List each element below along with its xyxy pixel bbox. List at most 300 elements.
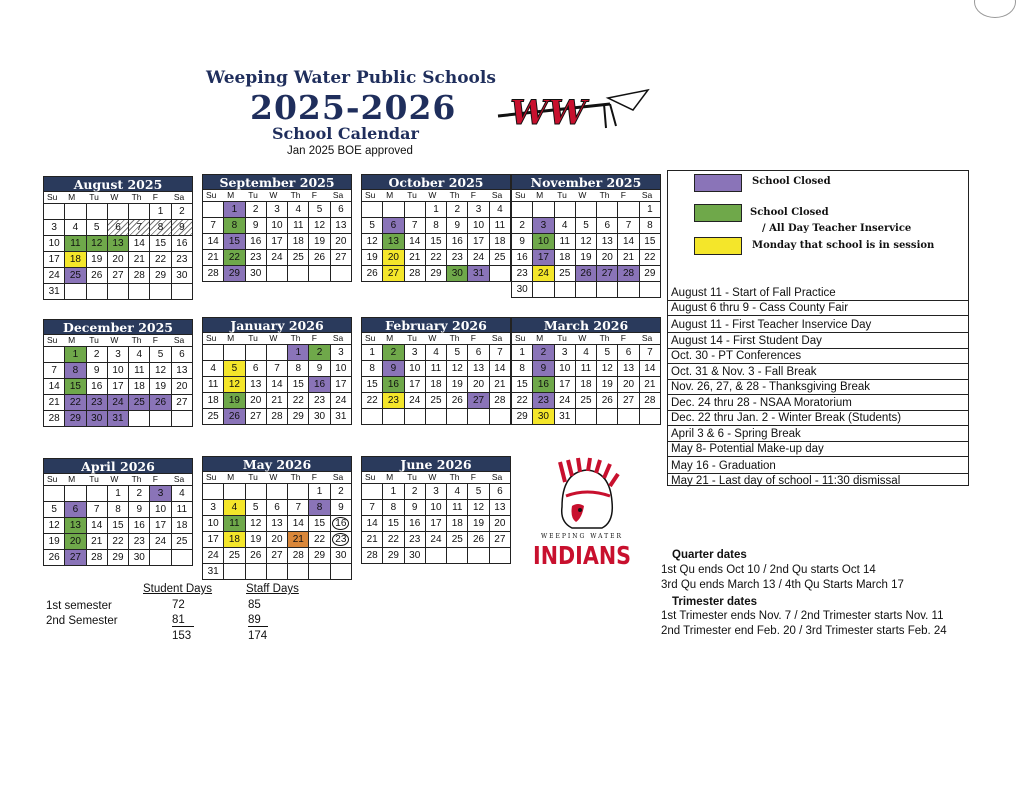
day-cell: 1 <box>108 486 129 502</box>
month-calendar <box>202 174 352 282</box>
day-cell: 8 <box>288 361 309 377</box>
empty-cell <box>288 564 309 580</box>
day-cell: 9 <box>447 218 468 234</box>
day-cell: 9 <box>246 218 267 234</box>
day-cell: 30 <box>512 282 533 298</box>
empty-cell <box>490 266 511 282</box>
empty-cell <box>309 266 330 282</box>
day-cell: 7 <box>362 500 383 516</box>
day-cell: 10 <box>405 361 426 377</box>
day-cell: 1 <box>65 347 86 363</box>
weekday-label: Th <box>131 474 142 484</box>
day-cell: 10 <box>555 361 576 377</box>
day-grid <box>202 344 352 425</box>
day-cell: 22 <box>512 393 533 409</box>
school-name: Weeping Water Public Schools <box>206 68 496 88</box>
day-cell: 7 <box>490 345 511 361</box>
calendar-title: School Calendar <box>272 124 419 143</box>
day-cell: 28 <box>267 409 288 425</box>
day-cell: 20 <box>618 377 639 393</box>
weekday-label: M <box>386 333 394 343</box>
month-calendar <box>202 456 352 580</box>
empty-cell <box>362 409 383 425</box>
day-cell: 7 <box>203 218 224 234</box>
day-cell: 26 <box>246 548 267 564</box>
day-cell: 3 <box>555 345 576 361</box>
weekday-label: W <box>269 333 278 343</box>
day-cell: 21 <box>618 250 639 266</box>
day-cell: 31 <box>468 266 489 282</box>
event-item: May 21 - Last day of school - 11:30 dismissal <box>671 475 901 487</box>
legend-closed-inservice-2: / All Day Teacher Inservice <box>762 223 912 234</box>
day-cell: 1 <box>640 202 661 218</box>
day-cell: 3 <box>150 486 171 502</box>
weekday-label: F <box>311 190 317 200</box>
weekday-label: Th <box>290 472 301 482</box>
day-cell: 5 <box>246 500 267 516</box>
day-cell: 10 <box>108 363 129 379</box>
day-cell: 3 <box>331 345 352 361</box>
day-cell: 8 <box>362 361 383 377</box>
day-cell: 11 <box>576 361 597 377</box>
day-cell: 22 <box>309 532 330 548</box>
day-cell: 16 <box>246 234 267 250</box>
day-cell: 4 <box>203 361 224 377</box>
day-cell: 21 <box>203 250 224 266</box>
weekday-label: Tu <box>89 474 99 484</box>
day-cell: 25 <box>203 409 224 425</box>
day-cell: 4 <box>129 347 150 363</box>
empty-cell <box>224 484 245 500</box>
day-cell: 4 <box>288 202 309 218</box>
weekday-label: W <box>269 190 278 200</box>
empty-cell <box>576 282 597 298</box>
day-cell: 27 <box>267 548 288 564</box>
weekday-header <box>202 333 352 344</box>
day-cell: 30 <box>172 268 193 284</box>
weekday-label: Sa <box>641 190 653 200</box>
empty-cell <box>362 202 383 218</box>
day-cell: 29 <box>65 411 86 427</box>
empty-cell <box>224 345 245 361</box>
empty-cell <box>172 284 193 300</box>
day-cell: 12 <box>309 218 330 234</box>
day-cell: 29 <box>108 550 129 566</box>
empty-cell <box>640 409 661 425</box>
day-cell: 3 <box>108 347 129 363</box>
day-cell: 3 <box>267 202 288 218</box>
day-cell: 14 <box>288 516 309 532</box>
day-cell: 13 <box>490 500 511 516</box>
day-cell: 30 <box>309 409 330 425</box>
day-cell: 12 <box>576 234 597 250</box>
weekday-label: Sa <box>173 335 185 345</box>
day-cell: 9 <box>87 363 108 379</box>
day-cell: 29 <box>640 266 661 282</box>
day-cell: 18 <box>203 393 224 409</box>
event-item: May 16 - Graduation <box>668 459 968 474</box>
day-cell: 10 <box>426 500 447 516</box>
day-cell: 28 <box>640 393 661 409</box>
month-title: September 2025 <box>202 174 352 190</box>
weekday-label: Th <box>449 333 460 343</box>
day-cell: 11 <box>447 500 468 516</box>
empty-cell <box>224 564 245 580</box>
day-cell: 28 <box>44 411 65 427</box>
day-cell: 10 <box>150 502 171 518</box>
day-cell: 11 <box>65 236 86 252</box>
day-cell: 8 <box>640 218 661 234</box>
day-cell: 20 <box>108 252 129 268</box>
day-cell: 11 <box>555 234 576 250</box>
day-cell: 11 <box>203 377 224 393</box>
weekday-label: Sa <box>332 472 344 482</box>
day-cell: 14 <box>362 516 383 532</box>
day-cell: 27 <box>108 268 129 284</box>
day-cell: 6 <box>597 218 618 234</box>
day-cell: 13 <box>331 218 352 234</box>
student-days-heading: Student Days <box>143 583 213 595</box>
day-cell: 12 <box>468 500 489 516</box>
weekday-label: Su <box>515 190 526 200</box>
weekday-label: Th <box>131 192 142 202</box>
day-cell: 3 <box>203 500 224 516</box>
weekday-label: Tu <box>248 190 258 200</box>
day-cell: 28 <box>618 266 639 282</box>
weekday-label: Tu <box>557 190 567 200</box>
weekday-label: Th <box>449 472 460 482</box>
day-cell: 8 <box>426 218 447 234</box>
day-cell: 14 <box>640 361 661 377</box>
empty-cell <box>65 284 86 300</box>
day-cell: 14 <box>129 236 150 252</box>
trimester-line-1: 1st Trimester ends Nov. 7 / 2nd Trimester starts Nov. 11 <box>661 610 944 622</box>
day-cell: 12 <box>150 363 171 379</box>
month-title: November 2025 <box>511 174 661 190</box>
empty-cell <box>246 564 267 580</box>
day-cell: 1 <box>426 202 447 218</box>
weekday-label: F <box>311 333 317 343</box>
month-title: August 2025 <box>43 176 193 192</box>
event-item: Nov. 26, 27, & 28 - Thanksgiving Break <box>668 380 968 395</box>
weekday-label: F <box>152 192 158 202</box>
day-grid <box>361 483 511 564</box>
day-cell: 20 <box>267 532 288 548</box>
empty-cell <box>87 486 108 502</box>
weekday-header <box>202 472 352 483</box>
weekday-label: Su <box>47 335 58 345</box>
day-cell: 27 <box>618 393 639 409</box>
empty-cell <box>309 564 330 580</box>
month-calendar <box>361 456 511 564</box>
empty-cell <box>108 284 129 300</box>
empty-cell <box>512 202 533 218</box>
empty-cell <box>172 411 193 427</box>
empty-cell <box>533 282 554 298</box>
day-cell: 7 <box>288 500 309 516</box>
day-cell: 21 <box>44 395 65 411</box>
day-cell: 6 <box>490 484 511 500</box>
weekday-label: Su <box>365 472 376 482</box>
empty-cell <box>405 409 426 425</box>
event-item: Oct. 30 - PT Conferences <box>668 349 968 364</box>
day-cell: 10 <box>44 236 65 252</box>
month-calendar <box>511 174 661 298</box>
day-cell: 23 <box>512 266 533 282</box>
day-cell: 14 <box>405 234 426 250</box>
day-grid <box>202 201 352 282</box>
day-cell: 27 <box>597 266 618 282</box>
weekday-header <box>511 333 661 344</box>
event-item: August 6 thru 9 - Cass County Fair <box>668 301 968 316</box>
weekday-label: Su <box>47 192 58 202</box>
day-cell: 20 <box>383 250 404 266</box>
empty-cell <box>65 486 86 502</box>
day-cell: 5 <box>447 345 468 361</box>
semester-2-label: 2nd Semester <box>46 615 118 627</box>
day-cell: 6 <box>246 361 267 377</box>
empty-cell <box>267 266 288 282</box>
weekday-label: F <box>152 335 158 345</box>
day-cell: 5 <box>309 202 330 218</box>
day-cell: 4 <box>576 345 597 361</box>
month-title: March 2026 <box>511 317 661 333</box>
weekday-label: Sa <box>173 474 185 484</box>
empty-cell <box>288 484 309 500</box>
day-cell: 26 <box>576 266 597 282</box>
day-cell: 11 <box>224 516 245 532</box>
day-cell: 17 <box>150 518 171 534</box>
day-cell: 29 <box>426 266 447 282</box>
weekday-label: W <box>110 474 119 484</box>
total-staff-days: 174 <box>248 630 268 642</box>
day-cell: 6 <box>172 347 193 363</box>
empty-cell <box>150 284 171 300</box>
day-cell: 16 <box>129 518 150 534</box>
day-cell: 25 <box>65 268 86 284</box>
day-cell: 25 <box>288 250 309 266</box>
day-cell: 24 <box>405 393 426 409</box>
day-cell: 31 <box>331 409 352 425</box>
day-cell: 12 <box>224 377 245 393</box>
trimester-heading: Trimester dates <box>672 596 758 608</box>
day-cell: 28 <box>203 266 224 282</box>
empty-cell <box>65 204 86 220</box>
day-cell: 12 <box>597 361 618 377</box>
day-cell: 19 <box>87 252 108 268</box>
ww-logo-icon <box>498 86 658 132</box>
day-cell: 18 <box>172 518 193 534</box>
day-cell: 13 <box>108 236 129 252</box>
empty-cell <box>426 548 447 564</box>
day-cell: 19 <box>468 516 489 532</box>
day-cell: 15 <box>65 379 86 395</box>
empty-cell <box>405 202 426 218</box>
day-cell: 3 <box>468 202 489 218</box>
day-cell: 27 <box>172 395 193 411</box>
day-cell: 18 <box>576 377 597 393</box>
empty-cell <box>533 202 554 218</box>
day-cell: 16 <box>309 377 330 393</box>
day-cell: 24 <box>426 532 447 548</box>
day-cell: 19 <box>224 393 245 409</box>
empty-cell <box>597 409 618 425</box>
weekday-label: W <box>110 335 119 345</box>
empty-cell <box>203 345 224 361</box>
empty-cell <box>87 204 108 220</box>
weekday-label: W <box>269 472 278 482</box>
day-cell: 13 <box>65 518 86 534</box>
empty-cell <box>597 282 618 298</box>
day-cell: 15 <box>362 377 383 393</box>
empty-cell <box>288 266 309 282</box>
day-cell: 15 <box>288 377 309 393</box>
day-cell: 22 <box>150 252 171 268</box>
empty-cell <box>129 284 150 300</box>
weekday-label: Sa <box>641 333 653 343</box>
weekday-label: Sa <box>332 333 344 343</box>
day-cell: 5 <box>224 361 245 377</box>
legend-swatch-yellow <box>694 237 742 255</box>
weekday-label: W <box>578 190 587 200</box>
day-cell: 13 <box>468 361 489 377</box>
day-cell: 13 <box>267 516 288 532</box>
day-cell: 4 <box>490 202 511 218</box>
day-cell: 24 <box>555 393 576 409</box>
empty-cell <box>331 564 352 580</box>
day-cell: 15 <box>383 516 404 532</box>
event-item: August 14 - First Student Day <box>668 334 968 349</box>
day-cell: 20 <box>597 250 618 266</box>
day-grid <box>202 483 352 580</box>
day-cell: 9 <box>405 500 426 516</box>
day-cell: 4 <box>224 500 245 516</box>
day-cell: 11 <box>490 218 511 234</box>
day-cell: 18 <box>288 234 309 250</box>
empty-cell <box>203 202 224 218</box>
day-cell: 2 <box>512 218 533 234</box>
day-cell: 5 <box>576 218 597 234</box>
day-cell: 15 <box>426 234 447 250</box>
day-cell: 25 <box>224 548 245 564</box>
day-cell: 20 <box>490 516 511 532</box>
weekday-label: Th <box>131 335 142 345</box>
day-cell: 7 <box>267 361 288 377</box>
day-cell: 9 <box>172 220 193 236</box>
day-cell: 1 <box>288 345 309 361</box>
weekday-label: W <box>428 333 437 343</box>
quarter-heading: Quarter dates <box>672 549 747 561</box>
month-title: May 2026 <box>202 456 352 472</box>
day-cell: 29 <box>288 409 309 425</box>
day-cell: 1 <box>383 484 404 500</box>
day-cell: 23 <box>172 252 193 268</box>
day-cell: 3 <box>405 345 426 361</box>
weekday-header <box>361 333 511 344</box>
weekday-label: Sa <box>173 192 185 202</box>
day-cell: 19 <box>447 377 468 393</box>
weekday-header <box>43 474 193 485</box>
day-cell: 12 <box>362 234 383 250</box>
day-cell: 1 <box>309 484 330 500</box>
day-cell: 27 <box>468 393 489 409</box>
weekday-label: Tu <box>557 333 567 343</box>
day-cell: 8 <box>383 500 404 516</box>
empty-cell <box>618 409 639 425</box>
day-cell: 5 <box>468 484 489 500</box>
day-cell: 22 <box>108 534 129 550</box>
day-cell: 15 <box>512 377 533 393</box>
day-cell: 12 <box>87 236 108 252</box>
weekday-label: Tu <box>89 335 99 345</box>
day-cell: 5 <box>597 345 618 361</box>
event-item: April 3 & 6 - Spring Break <box>668 427 968 442</box>
weekday-label: M <box>68 335 76 345</box>
weekday-label: W <box>428 190 437 200</box>
day-cell: 31 <box>203 564 224 580</box>
day-cell: 10 <box>533 234 554 250</box>
school-year: 2025-2026 <box>250 88 457 127</box>
empty-cell <box>490 548 511 564</box>
day-cell: 20 <box>331 234 352 250</box>
day-cell: 31 <box>108 411 129 427</box>
day-cell: 18 <box>65 252 86 268</box>
day-cell: 7 <box>44 363 65 379</box>
day-cell: 12 <box>246 516 267 532</box>
semester-1-staff: 85 <box>248 599 261 611</box>
day-cell: 10 <box>267 218 288 234</box>
day-cell: 8 <box>108 502 129 518</box>
day-cell: 27 <box>383 266 404 282</box>
empty-cell <box>44 486 65 502</box>
day-cell: 7 <box>405 218 426 234</box>
day-cell: 24 <box>468 250 489 266</box>
day-cell: 26 <box>87 268 108 284</box>
weekday-label: F <box>470 472 476 482</box>
empty-cell <box>468 409 489 425</box>
day-grid <box>43 203 193 300</box>
day-cell: 19 <box>246 532 267 548</box>
weekday-label: Tu <box>89 192 99 202</box>
day-cell: 22 <box>362 393 383 409</box>
day-cell: 14 <box>490 361 511 377</box>
day-cell: 6 <box>383 218 404 234</box>
day-cell: 8 <box>309 500 330 516</box>
day-cell: 12 <box>44 518 65 534</box>
weekday-label: F <box>470 333 476 343</box>
empty-cell <box>331 266 352 282</box>
weekday-label: Su <box>206 333 217 343</box>
day-cell: 17 <box>267 234 288 250</box>
day-cell: 23 <box>331 532 352 548</box>
weekday-label: F <box>620 333 626 343</box>
day-cell: 3 <box>533 218 554 234</box>
empty-cell <box>129 204 150 220</box>
day-cell: 2 <box>533 345 554 361</box>
day-cell: 6 <box>331 202 352 218</box>
day-cell: 17 <box>108 379 129 395</box>
day-cell: 2 <box>172 204 193 220</box>
day-cell: 2 <box>129 486 150 502</box>
day-cell: 20 <box>246 393 267 409</box>
legend-swatch-purple <box>694 174 742 192</box>
day-cell: 26 <box>468 532 489 548</box>
month-title: October 2025 <box>361 174 511 190</box>
day-cell: 27 <box>246 409 267 425</box>
month-title: December 2025 <box>43 319 193 335</box>
day-cell: 20 <box>172 379 193 395</box>
day-cell: 10 <box>468 218 489 234</box>
